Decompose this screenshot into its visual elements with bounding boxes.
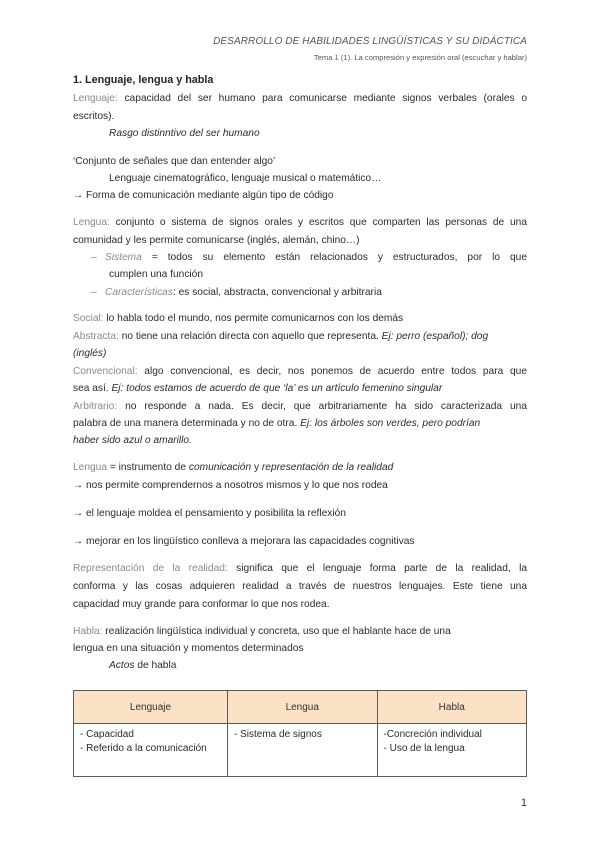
lenguaje-quote: ‘Conjunto de señales que dan entender algo’ bbox=[73, 156, 276, 167]
representacion-line1: Representación de la realidad: significa que el lenguaje forma parte de la realidad, la bbox=[73, 563, 527, 574]
dash-bullet-icon: – bbox=[91, 287, 97, 298]
bullet-sistema-cont: cumplen una función bbox=[109, 269, 204, 280]
bullet-caracteristicas: – Características: es social, abstracta, convencional y arbitraria bbox=[91, 287, 382, 298]
arbitrario-line1: Arbitrario: no responde a nada. Es decir, que arbitrariamente ha sido caracterizada una bbox=[73, 401, 527, 412]
table-header: Lenguaje bbox=[74, 691, 228, 724]
arrow-line-1: → nos permite comprendernos a nosotros mismos y lo que nos rodea bbox=[73, 480, 388, 491]
arrow-line-3: → mejorar en los lingüístico conlleva a mejorara las capacidades cognitivas bbox=[73, 536, 415, 547]
representacion-line3: capacidad muy grande para conformar lo que nos rodea. bbox=[73, 599, 330, 610]
table-cell bbox=[228, 724, 377, 777]
section-title: 1. Lenguaje, lengua y habla bbox=[73, 74, 214, 86]
abstracta-line1: Abstracta: no tiene una relación directa con aquello que representa. Ej: perro (español); dog bbox=[73, 331, 489, 342]
table-row bbox=[74, 724, 527, 777]
table-cell bbox=[74, 724, 228, 777]
cell-line: -Concreción individual bbox=[383, 729, 482, 740]
rasgo-note: Rasgo distinntivo del ser humano bbox=[109, 128, 260, 139]
dash-bullet-icon: – bbox=[91, 252, 97, 263]
bullet-sistema: – Sistema = todos su elemento están relacionados y estructurados, por lo que bbox=[91, 252, 527, 263]
abstracta-line2: (inglés) bbox=[73, 348, 107, 359]
arbitrario-line3: haber sido azul o amarillo. bbox=[73, 435, 192, 446]
lengua-definition-line2: comunidad y les permite comunicarse (inglés, alemán, chino…) bbox=[73, 235, 360, 246]
cell-line: - Referido a la comunicación bbox=[80, 743, 207, 754]
actos-habla: Actos de habla bbox=[109, 660, 177, 671]
term-lengua: Lengua: bbox=[73, 217, 110, 228]
table-cell bbox=[377, 724, 527, 777]
header-subtitle: Tema 1 (1). La compresión y expresión oral (escuchar y hablar) bbox=[313, 53, 527, 62]
habla-line2: lengua en una situación y momentos determinados bbox=[73, 643, 304, 654]
term-lenguaje: Lenguaje: bbox=[73, 93, 118, 104]
convencional-line2: sea así. Ej: todos estamos de acuerdo de que ‘la’ es un artículo femenino singular bbox=[73, 383, 443, 394]
table-header: Habla bbox=[377, 691, 527, 724]
habla-line1: Habla: realización lingüística individual y concreta, uso que el hablante hace de una bbox=[73, 626, 451, 637]
page-number: 1 bbox=[520, 797, 527, 809]
representacion-line2: conforma y las cosas adquieren realidad a través de nuestros lenguajes. Este tiene una bbox=[73, 581, 527, 592]
convencional-line1: Convencional: algo convencional, es decir, nos ponemos de acuerdo entre todos para que bbox=[73, 366, 527, 377]
cell-line: - Capacidad bbox=[80, 729, 134, 740]
arbitrario-line2: palabra de una manera determinada y no de otra. Ej: los árboles son verdes, pero podrían bbox=[73, 418, 481, 429]
table-header-row bbox=[74, 691, 527, 724]
lenguaje-arrow: → Forma de comunicación mediante algún tipo de código bbox=[73, 190, 334, 201]
lenguaje-definition-line2: escritos). bbox=[73, 111, 115, 122]
social-line: Social: lo habla todo el mundo, nos permite comunicarnos con los demás bbox=[73, 313, 404, 324]
lenguaje-examples: Lenguaje cinematográfico, lenguaje musical o matemático… bbox=[109, 173, 382, 184]
cell-line: - Sistema de signos bbox=[234, 729, 322, 740]
lenguaje-definition-line1: Lenguaje: capacidad del ser humano para comunicarse mediante signos verbales (orales o bbox=[73, 93, 527, 104]
lengua-definition-line1: Lengua: conjunto o sistema de signos orales y escritos que comparten las personas de una bbox=[73, 217, 527, 228]
comparison-table bbox=[73, 690, 527, 777]
table-header: Lengua bbox=[228, 691, 377, 724]
document-page bbox=[73, 0, 527, 848]
lengua-instrumento: Lengua = instrumento de comunicación y representación de la realidad bbox=[73, 462, 394, 473]
header-title: DESARROLLO DE HABILIDADES LINGÜÍSTICAS Y SU DIDÁCTICA bbox=[213, 36, 527, 47]
cell-line: - Uso de la lengua bbox=[383, 743, 465, 754]
arrow-line-2: → el lenguaje moldea el pensamiento y posibilita la reflexión bbox=[73, 508, 346, 519]
